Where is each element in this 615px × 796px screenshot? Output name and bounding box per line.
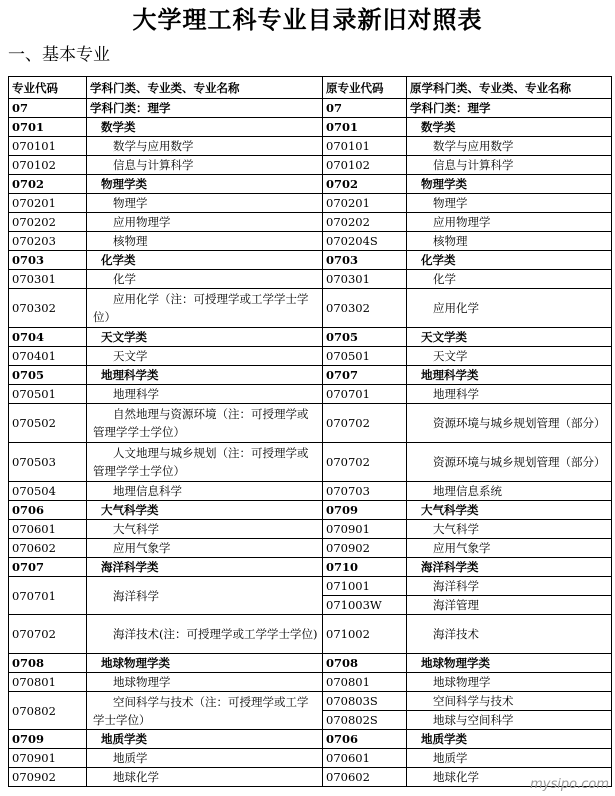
old-code-cell: 0702 <box>323 175 407 194</box>
old-name-cell: 大气科学类 <box>407 501 612 520</box>
section-heading: 一、基本专业 <box>8 45 110 65</box>
name-cell: 大气科学 <box>87 520 323 539</box>
major-row <box>9 577 612 596</box>
class-row <box>9 654 612 673</box>
code-cell: 070801 <box>9 673 87 692</box>
old-code-cell: 070802S <box>323 711 407 730</box>
old-name-cell: 应用化学 <box>407 289 612 328</box>
code-cell: 070203 <box>9 232 87 251</box>
old-code-cell: 070302 <box>323 289 407 328</box>
old-code-cell: 070803S <box>323 692 407 711</box>
old-code-cell: 070602 <box>323 768 407 787</box>
major-row <box>9 289 612 328</box>
old-name-cell: 物理学 <box>407 194 612 213</box>
old-code-cell: 070102 <box>323 156 407 175</box>
major-row <box>9 156 612 175</box>
old-code-cell: 071002 <box>323 615 407 654</box>
major-row <box>9 482 612 501</box>
name-cell: 天文学类 <box>87 328 323 347</box>
code-cell: 070503 <box>9 443 87 482</box>
class-row <box>9 328 612 347</box>
code-cell: 070302 <box>9 289 87 328</box>
old-code-cell: 0707 <box>323 366 407 385</box>
major-row <box>9 194 612 213</box>
code-cell: 070502 <box>9 404 87 443</box>
name-cell: 物理学 <box>87 194 323 213</box>
old-name-cell: 地质学 <box>407 749 612 768</box>
code-cell: 070702 <box>9 615 87 654</box>
old-code-cell: 070703 <box>323 482 407 501</box>
old-code-cell: 0709 <box>323 501 407 520</box>
name-cell: 应用化学（注：可授理学或工学学士学位） <box>87 289 323 328</box>
old-name-cell: 天文学类 <box>407 328 612 347</box>
name-cell: 地球物理学类 <box>87 654 323 673</box>
old-name-cell: 地质学类 <box>407 730 612 749</box>
old-code-cell: 070702 <box>323 443 407 482</box>
name-cell: 海洋科学类 <box>87 558 323 577</box>
old-name-cell: 地球物理学 <box>407 673 612 692</box>
old-code-cell: 0708 <box>323 654 407 673</box>
old-name-cell: 海洋管理 <box>407 596 612 615</box>
old-code-cell: 070902 <box>323 539 407 558</box>
code-cell: 0701 <box>9 118 87 137</box>
header-cell: 专业代码 <box>9 77 87 99</box>
name-cell: 地理信息科学 <box>87 482 323 501</box>
major-row <box>9 385 612 404</box>
code-cell: 070401 <box>9 347 87 366</box>
old-code-cell: 0705 <box>323 328 407 347</box>
name-cell: 大气科学类 <box>87 501 323 520</box>
old-name-cell: 空间科学与技术 <box>407 692 612 711</box>
old-code-cell: 070204S <box>323 232 407 251</box>
code-cell: 0708 <box>9 654 87 673</box>
major-row <box>9 404 612 443</box>
major-row <box>9 749 612 768</box>
code-cell: 070601 <box>9 520 87 539</box>
code-cell: 070701 <box>9 577 87 615</box>
old-code-cell: 0701 <box>323 118 407 137</box>
code-cell: 0709 <box>9 730 87 749</box>
major-row <box>9 443 612 482</box>
major-row <box>9 673 612 692</box>
name-cell: 天文学 <box>87 347 323 366</box>
class-row <box>9 175 612 194</box>
name-cell: 化学 <box>87 270 323 289</box>
class-row <box>9 251 612 270</box>
old-code-cell: 070301 <box>323 270 407 289</box>
old-name-cell: 数学类 <box>407 118 612 137</box>
class-row <box>9 501 612 520</box>
major-row <box>9 270 612 289</box>
old-name-cell: 学科门类：理学 <box>407 99 612 118</box>
class-row <box>9 366 612 385</box>
code-cell: 0704 <box>9 328 87 347</box>
old-name-cell: 海洋科学 <box>407 577 612 596</box>
old-name-cell: 海洋技术 <box>407 615 612 654</box>
code-cell: 0705 <box>9 366 87 385</box>
name-cell: 物理学类 <box>87 175 323 194</box>
catalog-table <box>8 76 612 787</box>
code-cell: 070202 <box>9 213 87 232</box>
old-name-cell: 海洋科学类 <box>407 558 612 577</box>
old-code-cell: 070202 <box>323 213 407 232</box>
header-cell: 学科门类、专业类、专业名称 <box>87 77 323 99</box>
old-code-cell: 0706 <box>323 730 407 749</box>
code-cell: 070102 <box>9 156 87 175</box>
old-code-cell: 070701 <box>323 385 407 404</box>
major-row <box>9 232 612 251</box>
name-cell: 化学类 <box>87 251 323 270</box>
old-name-cell: 信息与计算科学 <box>407 156 612 175</box>
old-name-cell: 物理学类 <box>407 175 612 194</box>
code-cell: 070301 <box>9 270 87 289</box>
old-code-cell: 071003W <box>323 596 407 615</box>
major-row <box>9 347 612 366</box>
name-cell: 空间科学与技术（注：可授理学或工学学士学位） <box>87 692 323 730</box>
code-cell: 070901 <box>9 749 87 768</box>
name-cell: 地理科学 <box>87 385 323 404</box>
old-name-cell: 地理信息系统 <box>407 482 612 501</box>
old-name-cell: 地理科学类 <box>407 366 612 385</box>
code-cell: 070802 <box>9 692 87 730</box>
old-code-cell: 0703 <box>323 251 407 270</box>
old-code-cell: 070201 <box>323 194 407 213</box>
code-cell: 0703 <box>9 251 87 270</box>
old-name-cell: 地理科学 <box>407 385 612 404</box>
class-row <box>9 118 612 137</box>
major-row <box>9 539 612 558</box>
code-cell: 0707 <box>9 558 87 577</box>
code-cell: 070504 <box>9 482 87 501</box>
old-code-cell: 07 <box>323 99 407 118</box>
code-cell: 07 <box>9 99 87 118</box>
major-row <box>9 137 612 156</box>
code-cell: 070602 <box>9 539 87 558</box>
name-cell: 数学类 <box>87 118 323 137</box>
old-name-cell: 天文学 <box>407 347 612 366</box>
name-cell: 地理科学类 <box>87 366 323 385</box>
major-row <box>9 615 612 654</box>
old-code-cell: 070901 <box>323 520 407 539</box>
name-cell: 自然地理与资源环境（注：可授理学或管理学学士学位） <box>87 404 323 443</box>
name-cell: 地球物理学 <box>87 673 323 692</box>
name-cell: 地质学 <box>87 749 323 768</box>
name-cell: 核物理 <box>87 232 323 251</box>
name-cell: 地球化学 <box>87 768 323 787</box>
code-cell: 070101 <box>9 137 87 156</box>
name-cell: 应用气象学 <box>87 539 323 558</box>
old-name-cell: 大气科学 <box>407 520 612 539</box>
old-code-cell: 0710 <box>323 558 407 577</box>
code-cell: 0706 <box>9 501 87 520</box>
major-row <box>9 213 612 232</box>
old-code-cell: 070702 <box>323 404 407 443</box>
name-cell: 数学与应用数学 <box>87 137 323 156</box>
major-row <box>9 768 612 787</box>
name-cell: 海洋科学 <box>87 577 323 615</box>
old-code-cell: 070601 <box>323 749 407 768</box>
old-name-cell: 数学与应用数学 <box>407 137 612 156</box>
watermark: mysipo.com <box>530 777 609 792</box>
old-name-cell: 应用物理学 <box>407 213 612 232</box>
old-name-cell: 地球化学 <box>407 768 612 787</box>
major-row <box>9 520 612 539</box>
old-name-cell: 应用气象学 <box>407 539 612 558</box>
old-code-cell: 071001 <box>323 577 407 596</box>
old-code-cell: 070101 <box>323 137 407 156</box>
page-title: 大学理工科专业目录新旧对照表 <box>132 5 483 34</box>
code-cell: 070902 <box>9 768 87 787</box>
old-name-cell: 化学 <box>407 270 612 289</box>
old-name-cell: 化学类 <box>407 251 612 270</box>
old-name-cell: 地球与空间科学 <box>407 711 612 730</box>
major-row <box>9 692 612 711</box>
old-name-cell: 资源环境与城乡规划管理（部分） <box>407 404 612 443</box>
name-cell: 地质学类 <box>87 730 323 749</box>
class-row <box>9 558 612 577</box>
code-cell: 070201 <box>9 194 87 213</box>
name-cell: 人文地理与城乡规划（注：可授理学或管理学学士学位） <box>87 443 323 482</box>
header-row <box>9 77 612 99</box>
old-name-cell: 资源环境与城乡规划管理（部分） <box>407 443 612 482</box>
code-cell: 070501 <box>9 385 87 404</box>
discipline-row <box>9 99 612 118</box>
name-cell: 应用物理学 <box>87 213 323 232</box>
header-cell: 原专业代码 <box>323 77 407 99</box>
old-name-cell: 核物理 <box>407 232 612 251</box>
old-code-cell: 070801 <box>323 673 407 692</box>
class-row <box>9 730 612 749</box>
header-cell: 原学科门类、专业类、专业名称 <box>407 77 612 99</box>
name-cell: 海洋技术(注：可授理学或工学学士学位) <box>87 615 323 654</box>
old-code-cell: 070501 <box>323 347 407 366</box>
code-cell: 0702 <box>9 175 87 194</box>
name-cell: 学科门类：理学 <box>87 99 323 118</box>
old-name-cell: 地球物理学类 <box>407 654 612 673</box>
name-cell: 信息与计算科学 <box>87 156 323 175</box>
